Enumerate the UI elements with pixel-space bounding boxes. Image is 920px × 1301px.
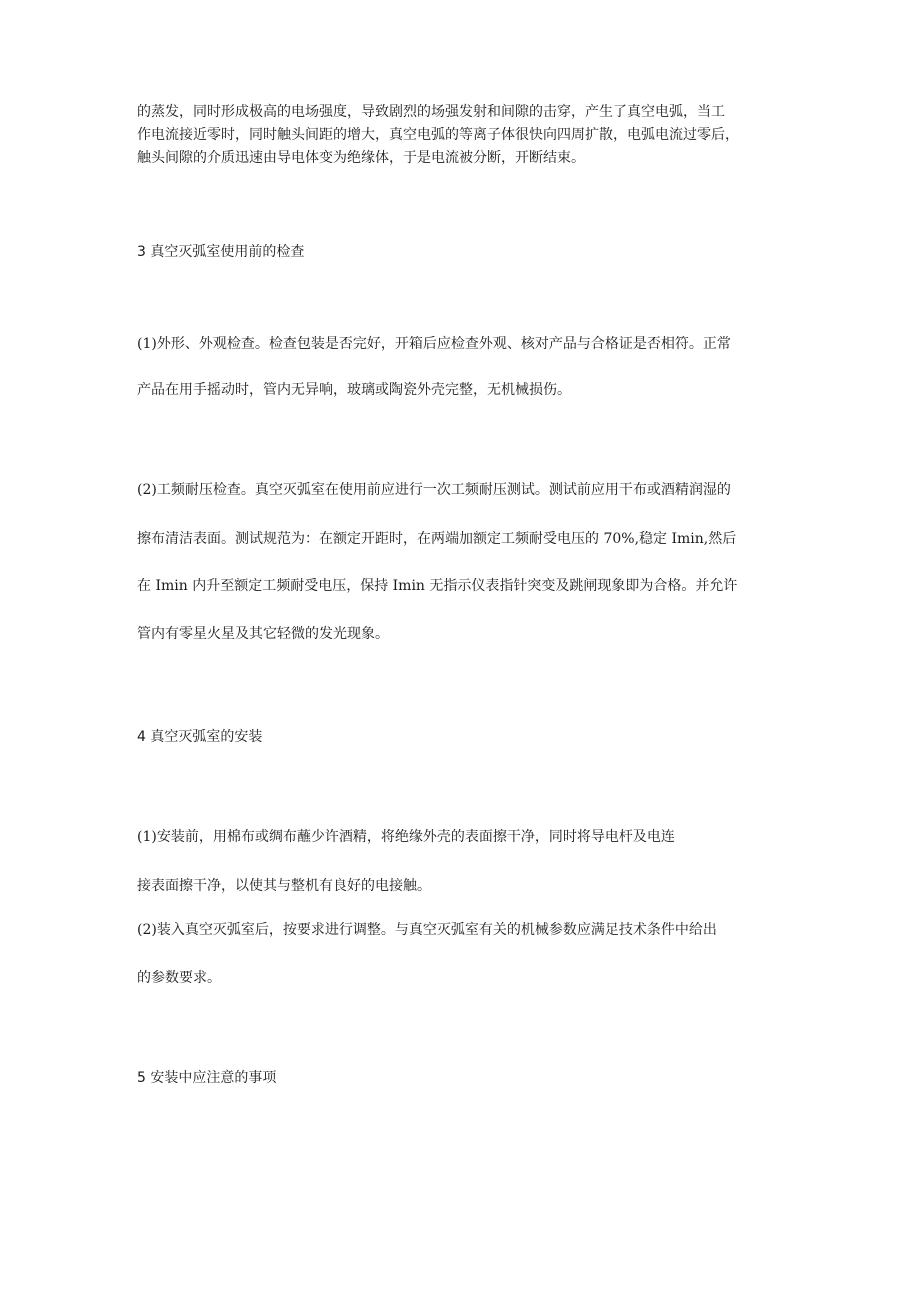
intro-line-2: 作电流接近零时，同时触头间距的增大，真空电弧的等离子体很快向四周扩散，电弧电流过零后， [137,127,739,143]
section-3-item-2-line-4: 管内有零星火星及其它轻微的发光现象。 [137,626,389,642]
section-3-item-1-line-2: 产品在用手摇动时，管内无异响，玻璃或陶瓷外壳完整，无机械损伤。 [137,382,571,398]
intro-line-1: 的蒸发，同时形成极高的电场强度，导致剧烈的场强发射和间隙的击穿，产生了真空电弧，当工 [137,104,725,120]
section-4-item-1-line-2: 接表面擦干净，以使其与整机有良好的电接触。 [137,878,431,894]
section-3-item-2-line-3: 在 Imin 内升至额定工频耐受电压，保持 Imin 无指示仪表指针突变及跳闸现象即为合格。并允许 [137,578,738,594]
section-3-item-2-line-2: 擦布清洁表面。测试规范为：在额定开距时，在两端加额定工频耐受电压的 70%,稳定 Imin,然后 [137,531,737,547]
section-4-heading: 4 真空灭弧室的安装 [137,729,263,745]
section-4-item-2-line-1: (2)装入真空灭弧室后，按要求进行调整。与真空灭弧室有关的机械参数应满足技术条件中给出 [137,922,717,938]
intro-line-3: 触头间隙的介质迅速由导电体变为绝缘体，于是电流被分断，开断结束。 [137,150,585,166]
section-5-heading: 5 安装中应注意的事项 [137,1070,277,1086]
section-4-item-2-line-2: 的参数要求。 [137,970,221,986]
section-4-item-1-line-1: (1)安装前，用棉布或绸布蘸少许酒精，将绝缘外壳的表面擦干净，同时将导电杆及电连 [137,829,675,845]
section-3-item-1-line-1: (1)外形、外观检查。检查包装是否完好，开箱后应检查外观、核对产品与合格证是否相符。正常 [137,336,731,352]
section-3-item-2-line-1: (2)工频耐压检查。真空灭弧室在使用前应进行一次工频耐压测试。测试前应用干布或酒精润湿的 [137,482,731,498]
section-3-heading: 3 真空灭弧室使用前的检查 [137,244,305,260]
